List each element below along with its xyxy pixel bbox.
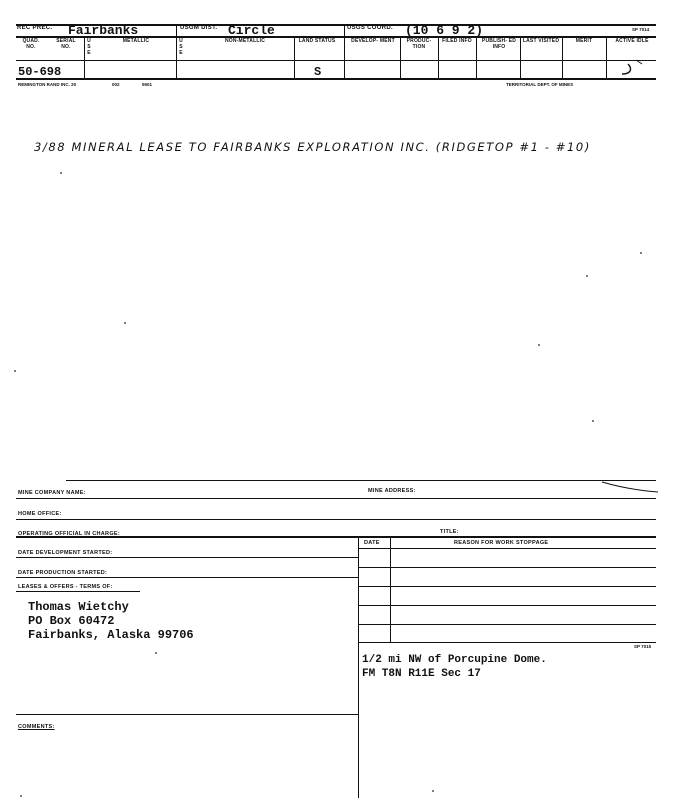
mine-company-name-label: MINE COMPANY NAME: (18, 490, 86, 496)
stoppage-rule (358, 586, 656, 587)
form-code-lower: SP 7015 (634, 644, 652, 649)
scan-speck (155, 652, 157, 654)
col-merit: MERIT (575, 38, 593, 44)
comments-label: COMMENTS: (18, 724, 55, 730)
col-non-metallic: NON-METALLIC (224, 38, 266, 44)
rec-prec-value: Fairbanks (68, 23, 139, 38)
usgs-coord-value: (10 6 9 2) (405, 23, 484, 38)
col-divider (562, 36, 563, 78)
scan-speck (60, 172, 62, 174)
location-line-2: FM T8N R11E Sec 17 (362, 668, 481, 680)
home-office-label: HOME OFFICE: (18, 511, 62, 517)
col-divider (176, 24, 177, 78)
scan-speck (586, 275, 588, 277)
scan-speck (640, 252, 642, 254)
leases-label: LEASES & OFFERS - TERMS OF: (18, 584, 113, 590)
lower-rule (16, 577, 358, 578)
stoppage-rule (358, 567, 656, 568)
col-active-idle: ACTIVE IDLE (615, 38, 649, 44)
lessee-city: Fairbanks, Alaska 99706 (28, 628, 194, 642)
col-divider (606, 36, 607, 78)
dept-credit: TERRITORIAL DEPT. OF MINES (506, 82, 574, 87)
operating-official-label: OPERATING OFFICIAL IN CHARGE: (18, 531, 120, 537)
scan-speck (538, 344, 540, 346)
stoppage-rule (358, 624, 656, 625)
scan-speck (592, 420, 594, 422)
col-use-2: U S E (179, 38, 183, 56)
col-divider (344, 24, 345, 78)
header-rule-bottom (16, 78, 656, 80)
stoppage-rule (358, 605, 656, 606)
usgs-coord-label: USGS COORD. (347, 25, 393, 31)
stoppage-rule (358, 642, 656, 643)
col-divider (294, 36, 295, 78)
col-divider (438, 36, 439, 78)
lower-rule (16, 519, 656, 520)
header-rule-lower (16, 60, 656, 61)
col-development: DEVELOP- MENT (351, 38, 395, 44)
main-vertical-divider (358, 536, 359, 798)
col-land-status: LAND STATUS (298, 38, 336, 44)
location-line-1: 1/2 mi NW of Porcupine Dome. (362, 654, 547, 666)
scan-speck (124, 322, 126, 324)
col-use: U S E (87, 38, 91, 56)
printer-code-a: 002 (112, 82, 120, 87)
lower-rule (16, 557, 358, 558)
lower-rule (16, 498, 656, 499)
stoppage-rule (358, 548, 656, 549)
lower-rule-thick (16, 536, 656, 538)
col-quad-no: QUAD. NO. (22, 38, 40, 50)
lessee-box: PO Box 60472 (28, 614, 115, 628)
col-metallic: METALLIC (122, 38, 150, 44)
col-last-visited: LAST VISITED (522, 38, 560, 44)
scan-speck (14, 370, 16, 372)
date-production-label: DATE PRODUCTION STARTED: (18, 570, 108, 576)
form-code-top: SP 7014 (632, 27, 650, 32)
quad-serial-value: 50-698 (18, 65, 62, 79)
col-filed-info: FILED INFO (442, 38, 472, 44)
land-status-value: S (314, 65, 322, 79)
comments-rule (16, 714, 358, 715)
active-idle-hand-mark (614, 58, 654, 80)
mine-address-label: MINE ADDRESS: (368, 488, 416, 494)
stoppage-col-divider (390, 536, 391, 642)
reason-col-label: REASON FOR WORK STOPPAGE (454, 540, 549, 546)
date-development-label: DATE DEVELOPMENT STARTED: (18, 550, 113, 556)
rec-prec-label: REC PREC. (17, 25, 53, 31)
lessee-name: Thomas Wietchy (28, 600, 129, 614)
margin-pen-stroke (600, 476, 660, 494)
usgm-dist-label: USGM DIST. (180, 25, 218, 31)
title-label: TITLE: (440, 529, 459, 535)
scan-speck (20, 795, 22, 797)
leases-underline (16, 591, 140, 592)
printer-code-b: 5501 (142, 82, 153, 87)
printer-credit: REMINGTON RAND INC. 20 (18, 82, 77, 87)
col-divider (400, 36, 401, 78)
col-published-info: PUBLISH- ED INFO (481, 38, 517, 50)
col-divider (520, 36, 521, 78)
col-serial-no: SERIAL NO. (56, 38, 76, 50)
col-divider (476, 36, 477, 78)
scan-speck (432, 790, 434, 792)
date-col-label: DATE (364, 540, 380, 546)
col-divider (84, 36, 85, 78)
handwritten-note: 3/88 MINERAL LEASE TO FAIRBANKS EXPLORATION INC. (RIDGETOP #1 - #10) (34, 140, 591, 154)
col-production: PRODUC- TION (406, 38, 432, 50)
lower-rule-top (66, 480, 656, 481)
usgm-dist-value: Circle (228, 23, 275, 38)
